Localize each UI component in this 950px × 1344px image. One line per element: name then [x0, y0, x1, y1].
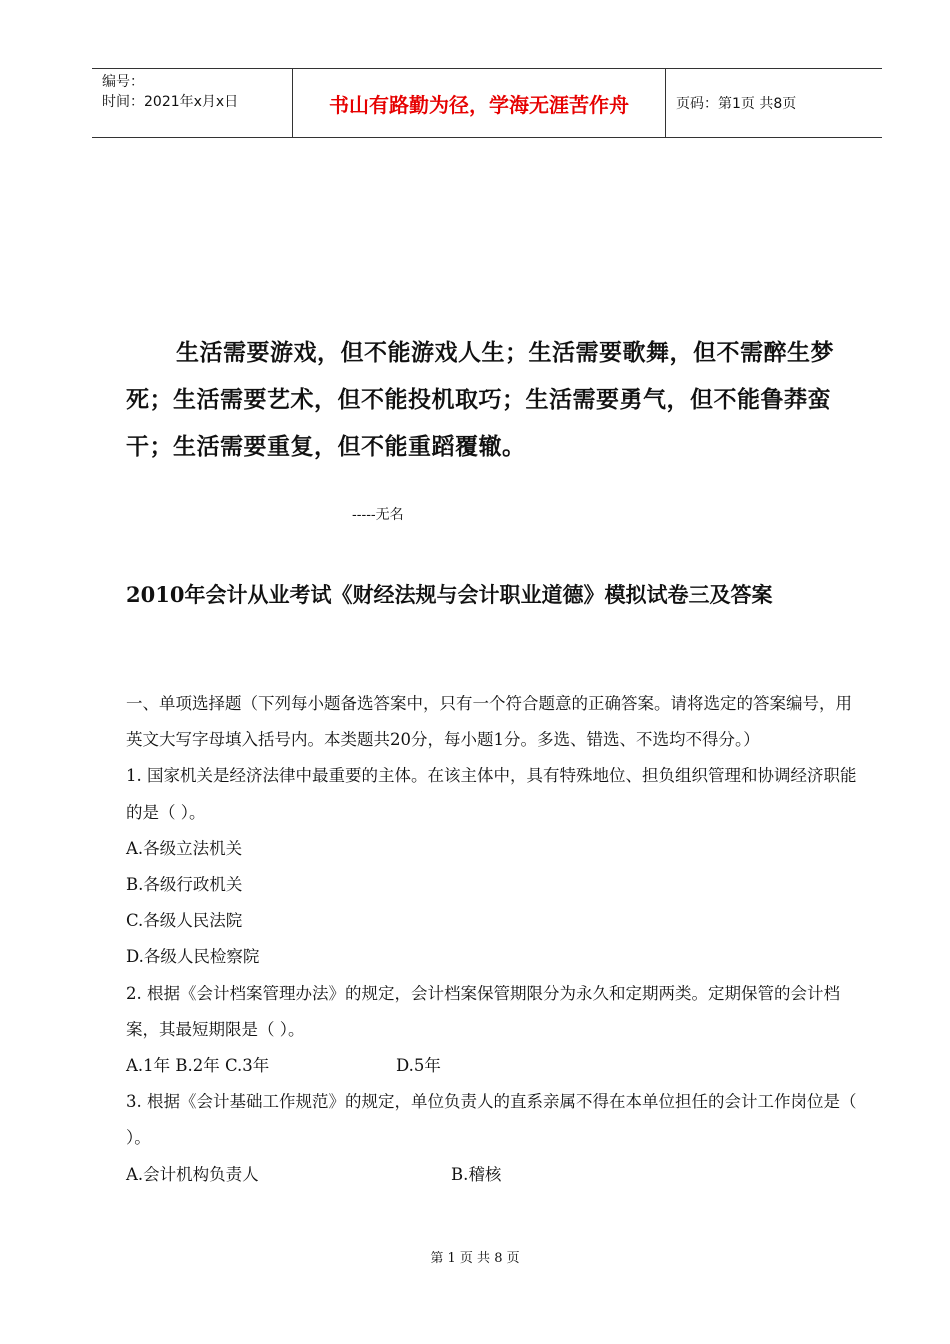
- page-header: [92, 68, 882, 138]
- question-1-stem: 1. 国家机关是经济法律中最重要的主体。在该主体中，具有特殊地位、担负组织管理和协调经济职能的是（ ）。: [126, 766, 857, 822]
- quote-author: -----无名: [352, 507, 404, 523]
- question-3-option-a: A.会计机构负责人: [126, 1164, 259, 1184]
- question-2-options: [126, 1048, 866, 1084]
- header-page-label: 页码：第1页 共8页: [676, 96, 797, 112]
- page-footer: 第 1 页 共 8 页: [430, 1251, 520, 1266]
- question-1-option-b: B.各级行政机关: [126, 875, 243, 895]
- number-label: 编号：: [102, 74, 144, 90]
- question-1-option-c: C.各级人民法院: [126, 911, 243, 931]
- time-label: 时间：2021年x月x日: [102, 94, 239, 110]
- quote-text: 生活需要游戏，但不能游戏人生；生活需要歌舞，但不需醉生梦死；生活需要艺术，但不能投机取巧；生活需要勇气，但不能鲁莽蛮干；生活需要重复，但不能重蹈覆辙。: [126, 340, 834, 460]
- question-3-options: [126, 1157, 866, 1193]
- document-body: [126, 686, 866, 1193]
- question-2-options-abc: A.1年 B.2年 C.3年: [126, 1056, 270, 1076]
- question-2-option-d: D.5年: [396, 1056, 441, 1076]
- question-2-stem: 2. 根据《会计档案管理办法》的规定，会计档案保管期限分为永久和定期两类。定期保管的会计档案，其最短期限是（ ）。: [126, 983, 840, 1039]
- section-intro: 一、单项选择题（下列每小题备选答案中，只有一个符合题意的正确答案。请将选定的答案编号，用英文大写字母填入括号内。本类题共20分，每小题1分。多选、错选、不选均不得分。）: [126, 694, 852, 750]
- document-title: 2010年会计从业考试《财经法规与会计职业道德》模拟试卷三及答案: [126, 582, 773, 607]
- question-3-stem: 3. 根据《会计基础工作规范》的规定，单位负责人的直系亲属不得在本单位担任的会计工作岗位是（ ）。: [126, 1092, 857, 1148]
- header-meta: [92, 69, 293, 137]
- question-1-option-a: A.各级立法机关: [126, 838, 243, 858]
- header-motto: 书山有路勤为径，学海无涯苦作舟: [293, 69, 666, 137]
- question-1-option-d: D.各级人民检察院: [126, 947, 260, 967]
- question-3-option-b: B.稽核: [451, 1164, 502, 1184]
